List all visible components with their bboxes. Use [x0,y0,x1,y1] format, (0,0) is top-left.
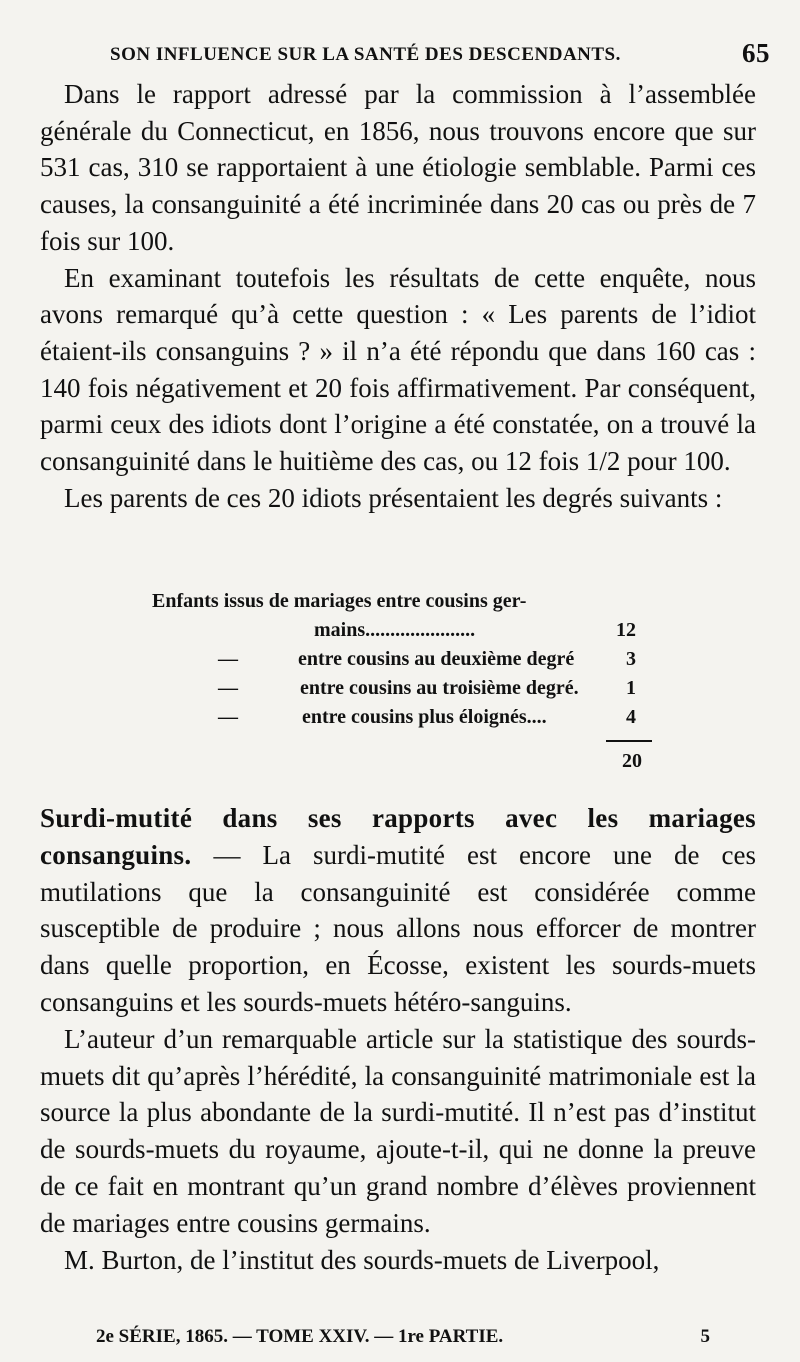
section-heading-rest: — La surdi-mutité est encore une de ces mutilations que la consanguinité est considérée comme susceptible de produire ; nous allons nous efforcer de montrer dans quelle proportion, en Écosse, existent les sourds-muets consanguins et les sourds-muets hétéro-sanguins. [40,839,756,1017]
running-head-title: SON INFLUENCE SUR LA SANTÉ DES DESCENDANTS. [110,44,621,65]
table-row [40,587,756,616]
table-row [40,674,756,703]
table-row-value: 3 [626,648,636,670]
section-surdi-mutite [40,800,756,1278]
table-row-value: 4 [626,706,636,728]
table-row-value: 1 [626,677,636,699]
table-row-label: entre cousins au troisième degré. [300,677,579,699]
main-text [40,76,756,516]
ditto-dash: — [218,648,238,670]
ditto-dash: — [218,677,238,699]
section-first-paragraph [40,800,756,1021]
sum-rule [606,740,652,742]
table-row [40,645,756,674]
table-row-label: Enfants issus de mariages entre cousins ger- [152,590,527,612]
table-row [40,703,756,732]
table-row-label: entre cousins plus éloignés.... [302,706,547,728]
table-row-label: entre cousins au deuxième degré [298,648,575,670]
paragraph-burton: M. Burton, de l’institut des sourds-muets de Liverpool, [64,1244,660,1275]
page-number: 65 [742,38,770,68]
paragraph-statistique: L’auteur d’un remarquable article sur la statistique des sourds-muets dit qu’après l’hérédité, la consanguinité matrimoniale est la source la plus abondante de la surdi-mutité. Il n’est pas d’institut de sourds-muets du royaume, ajoute-t-il, qui ne donne la preuve de ce fait en montrant qu’un grand nombre d’élèves proviennent de mariages entre cousins germains. [40,1023,756,1238]
printer-signature: 2e SÉRIE, 1865. — TOME XXIV. — 1re PARTIE. [96,1326,504,1347]
table-row [40,616,756,645]
sheet-number: 5 [700,1326,710,1347]
signature-footer [96,1326,710,1350]
degrees-table [40,587,756,772]
table-row-label: mains...................... [314,619,476,641]
paragraph-connecticut: Dans le rapport adressé par la commission à l’assemblée générale du Connecticut, en 1856, nous trouvons encore que sur 531 cas, 310 se rapportaient à une étiologie semblable. Parmi ces causes, la consanguinité a été incriminée dans 20 cas ou près de 7 fois sur 100. [40,79,756,256]
ditto-dash: — [218,706,238,728]
paragraph-degres: Les parents de ces 20 idiots présentaient les degrés suivants : [64,482,723,513]
section-heading: Surdi-mutité dans ses rapports avec les mariages consanguins. [40,803,756,870]
table-row-value: 12 [616,619,636,641]
table-total: 20 [622,750,642,772]
running-head [60,38,770,72]
paragraph-enquete: En examinant toutefois les résultats de cette enquête, nous avons remarqué qu’à cette question : « Les parents de l’idiot étaient-ils consanguins ? » il n’a été répondu que dans 160 cas : 140 fois négativement et 20 fois affirmativement. Par conséquent, parmi ceux des idiots dont l’origine a été constatée, on a trouvé la consanguinité dans le huitième des cas, ou 12 fois 1/2 pour 100. [40,262,756,477]
